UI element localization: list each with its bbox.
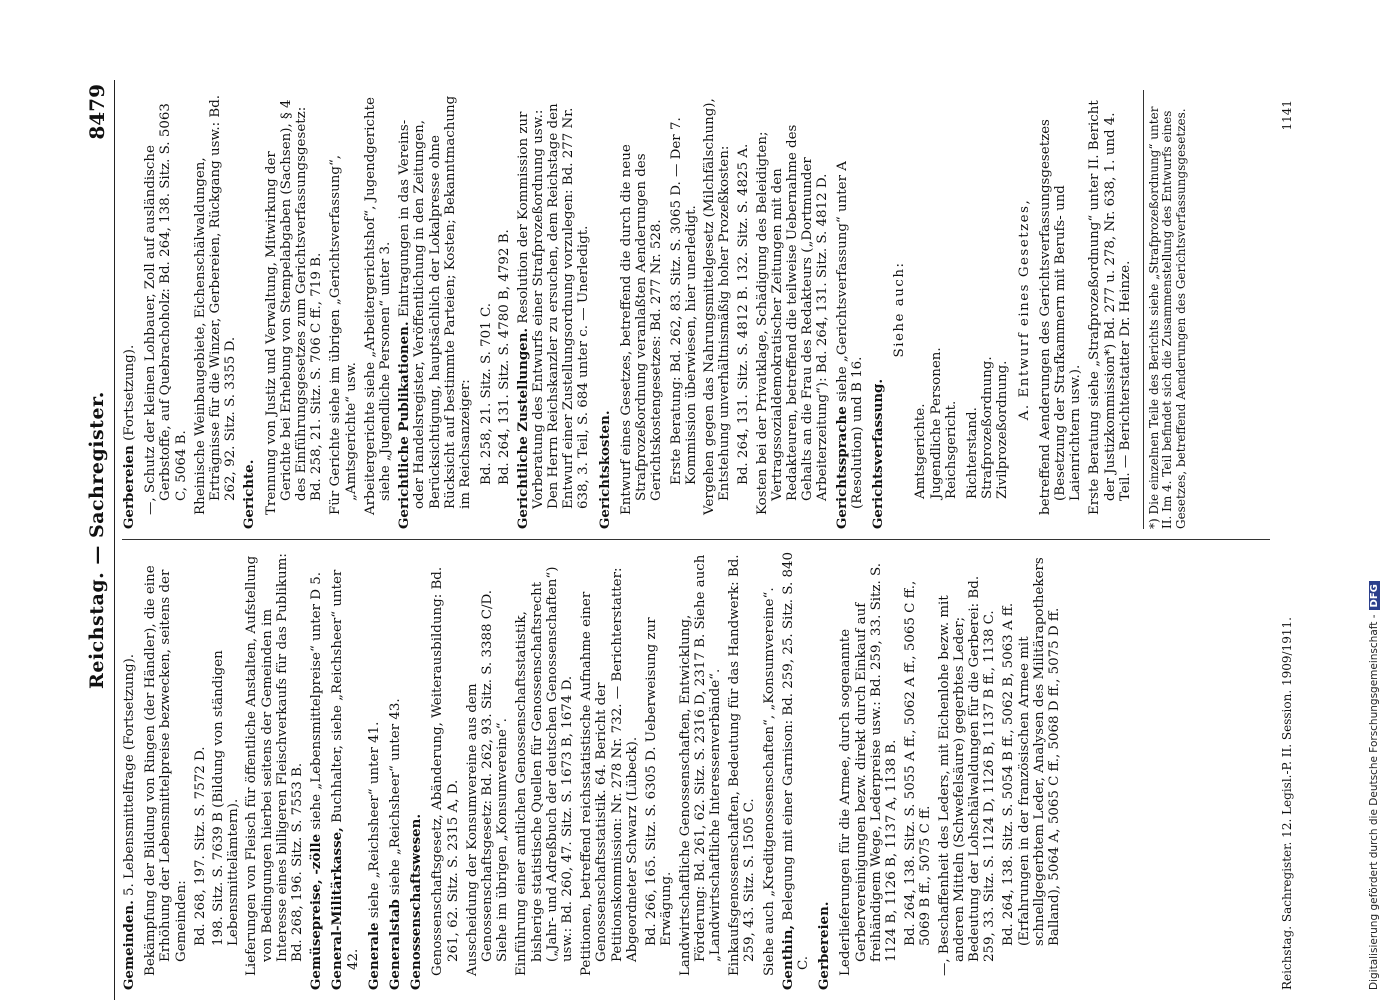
index-entry — [516, 90, 592, 529]
reference-line: Bd. 264, 138. Sitz. S. 5055 A ff., 5062 A ff., 5065 C ff., 5069 B ff., 5075 C ff. — [903, 580, 934, 946]
entry-text: 5. Lebensmittelfrage (Fortsetzung). — [122, 653, 137, 901]
entry-heading: Genossenschaftswesen. — [408, 813, 425, 990]
section-subheading: A. Entwurf eines Gesetzes, — [1016, 198, 1032, 421]
text-columns — [122, 80, 1270, 1000]
sub-entry: Genossenschaftsgesetz, Abänderung, Weiterausbildung: Bd. 261, 62. Sitz. S. 2315 A, D. — [430, 566, 461, 976]
sub-entry: betreffend Aenderungen des Gerichtsverfassungsgesetzes (Besetzung der Strafkammern mit Berufs- und Laienrichtern usw.). — [1037, 119, 1084, 515]
sub-entry: Siehe auch „Kreditgenossenschaften“, „Konsumvereine“. — [761, 587, 777, 976]
reference-line: Bd. 264, 131. Sitz. S. 4812 B. 132. Sitz. S. 4825 A. — [736, 143, 752, 485]
see-also-item: Amtsgerichte. — [913, 403, 929, 499]
reference-line: Bd. 266, 165. Sitz. S. 6305 D. Ueberweisung zur Erwägung. — [644, 617, 675, 946]
sub-entry: Petitionen, betreffend reichsstatistische Aufnahme einer Genossenschaftsstatistik. 64. Bericht der Petitionskommission: Nr. 278 Nr. 732. — Berichterstatter: Abgeordneter Schwarz (Lübeck). — [579, 567, 640, 976]
page-number: 8479 — [85, 84, 109, 140]
entry-heading: Gerbereien. — [816, 901, 833, 990]
entry-heading: General-Militärkasse, — [329, 827, 346, 990]
sub-entry: Erste Beratung siehe „Strafprozeßordnung“ unter II. Bericht der Justizkommission*) Bd. 277 u. 278, Nr. 638, 1. und 4. Teil. — Berichterstatter Dr. Heinze. — [1087, 100, 1133, 515]
sub-entry: Für Gerichte siehe im übrigen „Gerichtsverfassung“, „Amtsgerichte“ usw. — [328, 154, 359, 515]
index-entry — [367, 550, 382, 990]
entry-text: siehe „Gerichtsverfassung“ unter A (Resolution) und B 16. — [834, 161, 865, 509]
sub-entry: —, Beschaffenheit des Leders, mit Eichenlohe bezw. mit anderen Mitteln (Schwefelsäure) gegerbtes Leder; Bedeutung der Lohschälwaldungen für die Gerberei: Bd. 259, 33. Sitz. S. 1124 D, 1126 B, 1137 B ff., 1138 C. — [936, 575, 998, 976]
index-entry — [388, 550, 403, 990]
reference-line: Bd. 264, 138. Sitz. S. 5054 B ff., 5062 B, 5063 A ff. (Erfahrungen in der französischen Armee mit schnellgegerbtem Leder, Analysen des Militärapothekers Balland), 5064 A, 5065 C ff., 5068 D ff., 5075 D ff. — [1001, 557, 1062, 946]
digitization-note — [1368, 10, 1380, 990]
entry-text: siehe „Lebensmittelpreise“ unter D 5. — [309, 571, 325, 834]
dfg-logo: DFG — [1369, 581, 1380, 610]
sub-entry: Ausscheidung der Konsumvereine aus dem Genossenschaftsgesetz: Bd. 262, 93. Sitz. S. 3388 C/D. Siehe im übrigen „Konsumvereine“. — [464, 589, 511, 976]
footnote: *) Die einzelnen Teile des Berichts siehe „Strafprozeßordnung“ unter II. Im 4. Teil befindet sich die Zusammenstellung des Entwurfs eines Gesetzes, betreffend Aenderungen des Gerichtsverfassungsgesetzes. — [1143, 90, 1189, 529]
sub-entry: Trennung von Justiz und Verwaltung, Mitwirkung der Gerichte bei Erhebung von Stempelabgaben (Sachsen), § 4 des Einführungsgesetzes zum Gerichtsverfassungsgesetz: Bd. 258, 21. Sitz. S. 706 C ff., 719 B. — [263, 99, 325, 515]
reference-line: 198. Sitz. S. 7639 B (Bildung von ständigen Lebensmittelämtern). — [211, 650, 242, 946]
see-also-item: Strafprozeßordnung. — [980, 356, 996, 499]
entry-heading: Genthin, — [779, 924, 796, 990]
entry-text: Belegung mit einer Garnison: Bd. 259, 25. Sitz. S. 840 C. — [780, 551, 811, 970]
index-entry — [781, 550, 811, 990]
sub-entry: Bekämpfung der Bildung von Ringen (der Händler), die eine Erhöhung der Lebensmittelpreise bezwecken, seitens der Gemeinden: — [143, 565, 189, 976]
see-also-item: Zivilprozeßordnung. — [995, 360, 1011, 499]
sub-entry: Lederlieferungen für die Armee, durch sogenannte Gerbervereinigungen bezw. direkt durch Einkauf auf freihändigem Wege, Lederpreise usw.: Bd. 259, 33. Sitz. S. 1124 B, 1126 B, 1137 A, 1138 B. — [838, 563, 899, 976]
reference-line: Bd. 268, 197. Sitz. S. 7572 D. — [192, 746, 208, 946]
document-page — [80, 80, 1310, 1000]
entry-heading: Gemüsepreise, -zölle — [308, 833, 325, 990]
section-subheading: Siehe auch: — [892, 261, 908, 358]
sub-entry: Rheinische Weinbaugebiete, Eichenschälwaldungen, Erträgnisse für die Winzer, Gerbereien, Rückgang usw.: Bd. 262, 92. Sitz. S. 3355 D. — [192, 94, 239, 515]
entry-heading: Gerbereien — [121, 445, 137, 529]
index-entry — [817, 550, 832, 990]
see-also-list — [913, 90, 959, 529]
entry-text: Resolution der Kommission zur Vorberatung des Entwurfs einer Strafprozeßordnung usw.: Den Herrn Reichskanzler zu ersuchen, dem Reichstage den Entwurf einer Zustellungsordnung vorzulegen: Bd. 277 Nr. 638, 3. Teil, S. 684 unter c. — Unerledigt. — [515, 103, 592, 509]
entry-heading: Gerichtliche Zustellungen. — [514, 327, 531, 529]
see-also-item: Reichsgericht. — [943, 400, 959, 499]
sub-entry: Entwurf eines Gesetzes, betreffend die durch die neue Strafprozeßordnung veranlaßten Aenderungen des Gerichtskostengesetzes: Bd. 277 Nr. 528. — [618, 144, 665, 515]
reference-line: Bd. 264, 131. Sitz. S. 4780 B, 4792 B. — [497, 229, 513, 485]
entry-heading: Gerichtskosten. — [596, 410, 613, 529]
entry-heading: Gerichte. — [241, 459, 258, 529]
running-head-title: Reichstag. — Sachregister. — [86, 391, 108, 689]
index-entry — [330, 550, 360, 990]
index-entry — [122, 550, 137, 990]
entry-heading: Generalstab — [387, 899, 404, 990]
index-entry — [598, 90, 613, 529]
right-column — [122, 80, 1270, 540]
reference-line: Bd. 258, 21. Sitz. S. 701 C. — [479, 302, 495, 485]
entry-heading: Gerichtsverfassung. — [869, 378, 886, 529]
index-entry — [309, 550, 324, 990]
index-entry — [871, 90, 886, 529]
entry-text: (Fortsetzung). — [122, 344, 137, 446]
index-entry — [409, 550, 424, 990]
sub-entry: Einkaufsgenossenschaften, Bedeutung für das Handwerk: Bd. 259, 43. Sitz. S. 1505 C. — [727, 554, 758, 976]
footer-source: Reichstag. Sachregister. 12. Legisl.-P. II. Session. 1909/1911. — [1280, 617, 1294, 990]
sub-entry: Arbeitergerichte siehe „Arbeitergerichtshof“, Jugendgerichte siehe „Jugendliche Personen“ unter 3. — [362, 97, 394, 515]
digitization-text: Digitalisierung gefördert durch die Deutsche Forschungsgemeinschaft - — [1368, 614, 1380, 990]
entry-heading: Generale — [365, 922, 382, 990]
entry-text: siehe „Reichsheer“ unter 43. — [388, 698, 404, 900]
footer-sheet-number: 1141 — [1280, 100, 1294, 131]
entry-text: siehe „Reichsheer“ unter 41. — [366, 721, 382, 923]
index-entry — [242, 90, 257, 529]
sub-entry: Einführung einer amtlichen Genossenschaftsstatistik, bisherige statistische Quellen für Genossenschaftsrecht („Jahr- und Adreßbuch der deutschen Genossenschaften“) usw.: Bd. 260, 47. Sitz. S. 1673 B, 1674 D. — [514, 566, 576, 976]
see-also-list — [965, 90, 1011, 529]
sub-entry: —, Schutz der kleinen Lohbauer, Zoll auf ausländische Gerbstoffe, auf Quebrachoholz: Bd. 264, 138. Sitz. S. 5063 C, 5064 B. — [143, 103, 189, 515]
reference-line: Erste Beratung: Bd. 262, 83. Sitz. S. 3065 D. — Der 7. Kommission überwiesen, hier unerledigt. — [668, 117, 699, 485]
index-entry — [397, 90, 473, 529]
page-footer — [1280, 80, 1302, 1000]
see-also-item: Richterstand. — [964, 407, 980, 499]
left-column — [122, 540, 1270, 1000]
entry-text: Buchhalter, siehe „Reichsheer“ unter 42. — [330, 569, 361, 970]
running-head — [80, 80, 115, 1000]
index-entry — [122, 90, 137, 529]
see-also-item: Jugendliche Personen. — [928, 347, 944, 499]
sub-entry: Landwirtschaftliche Genossenschaften, Entwicklung, Förderung: Bd. 261, 62. Sitz. S. 2316 D, 2317 B. Siehe auch „Landwirtschaftliche Interessenverbände“. — [677, 554, 723, 976]
entry-heading: Gemeinden. — [121, 900, 137, 990]
sub-entry: Vergehen gegen das Nahrungsmittelgesetz (Milchfälschung), Entstehung unverhältnismäßig hoher Prozeßkosten: — [701, 98, 733, 515]
sub-entry: Kosten bei der Privatklage, Schädigung des Beleidigten; Vertragssozialdemokratischer Zeitungen mit den Redakteuren, betreffend die teilweise Uebernahme des Gehalts an die Frau des Redakteurs („Dortmunder Arbeiterzeitung“): Bd. 264, 131. Sitz. S. 4812 D. — [754, 124, 831, 515]
entry-text: Eintragungen in das Vereins- oder Handelsregister, Veröffentlichung in den Zeitungen, Berücksichtigung, hauptsächlich der Lokalpresse ohne Rücksicht auf bestimmte Parteien; Kosten; Bekanntmachung im Reichsanzeiger: — [397, 95, 474, 509]
entry-heading: Gerichtliche Publikationen. — [396, 321, 413, 529]
entry-heading: Gerichtssprache — [833, 406, 850, 529]
index-entry — [835, 90, 865, 529]
sub-entry: Lieferungen von Fleisch für öffentliche Anstalten, Aufstellung von Bedingungen hierbei seitens der Gemeinden im Interesse eines billigeren Fleischverkaufs für das Publikum: Bd. 268, 196. Sitz. S. 7553 B. — [244, 553, 306, 976]
